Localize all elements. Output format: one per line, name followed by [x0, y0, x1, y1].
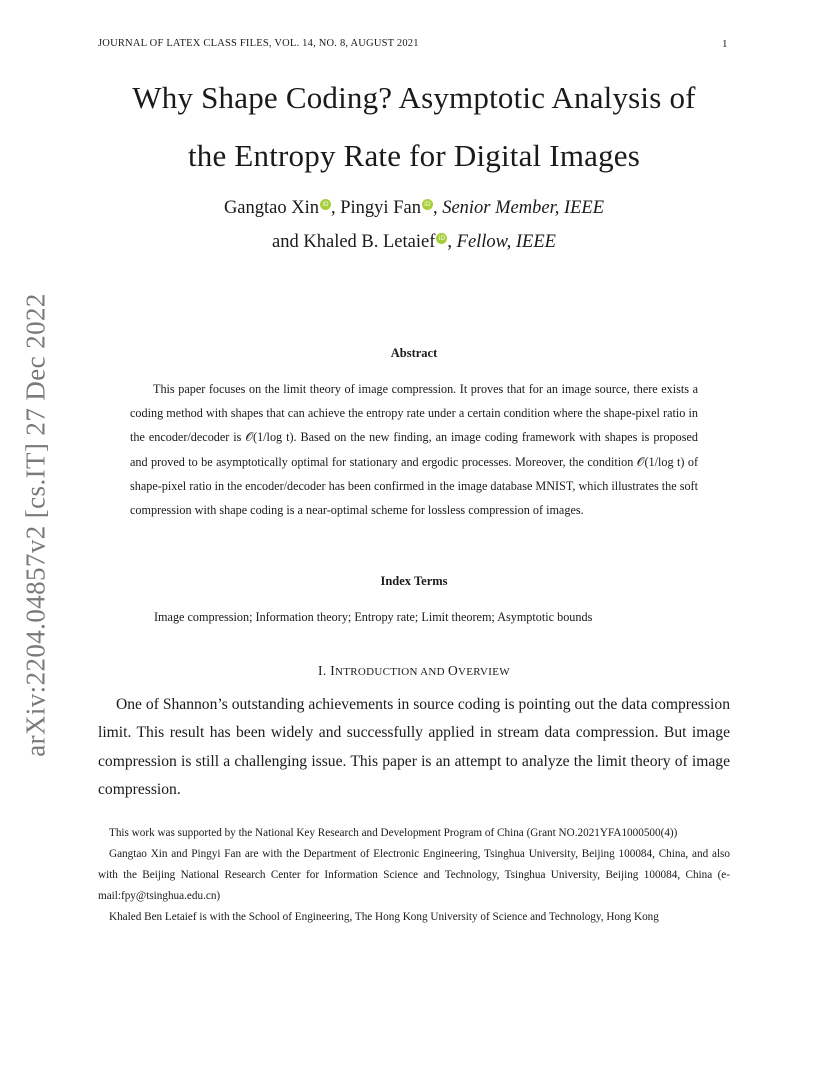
footnotes: [98, 823, 730, 928]
abstract-heading: Abstract: [390, 346, 438, 360]
index-terms-text: Image compression; Information theory; Entropy rate; Limit theorem; Asymptotic bounds: [154, 610, 593, 624]
authors-line-2: and Khaled B. Letaief iD , Fellow, IEEE: [272, 232, 556, 252]
author-block: [60, 191, 768, 259]
page-number: 1: [722, 38, 728, 50]
orcid-icon[interactable]: iD: [422, 199, 433, 210]
running-header: JOURNAL OF LATEX CLASS FILES, VOL. 14, NO. 8, AUGUST 2021: [98, 38, 419, 49]
title-line-2: the Entropy Rate for Digital Images: [187, 138, 641, 173]
section-title-initial: O: [447, 663, 459, 678]
title-line-1: Why Shape Coding? Asymptotic Analysis of: [132, 80, 696, 115]
index-terms-heading: Index Terms: [380, 574, 448, 588]
arxiv-identifier: arXiv:2204.04857v2 [cs.IT] 27 Dec 2022: [20, 293, 51, 757]
orcid-icon[interactable]: iD: [436, 233, 447, 244]
paper-title: [60, 69, 768, 185]
footnote-affiliation: Gangtao Xin and Pingyi Fan are with the Department of Electronic Engineering, Tsinghua University, Beijing 100084, China, and also with the Beijing National Research Center for Information Science and Technology, Tsinghua University, Beijing 100084, China (e-mail:fpy@tsinghua.edu.cn): [98, 848, 730, 902]
author-role: Senior Member, IEEE: [442, 198, 605, 218]
section-title-rest: NTRODUCTION AND: [335, 666, 448, 678]
author-role: Fellow, IEEE: [456, 232, 556, 252]
footnote-funding: This work was supported by the National Key Research and Development Program of China (Grant NO.2021YFA1000500(4)): [109, 827, 678, 839]
orcid-icon[interactable]: iD: [320, 199, 331, 210]
section-title-initial: I: [330, 663, 335, 678]
section-number: I.: [318, 663, 327, 678]
intro-paragraph: One of Shannon’s outstanding achievements in source coding is pointing out the data compression limit. This result has been widely and successfully applied in stream data compression. But image compression is still a challenging issue. This paper is an attempt to analyze the limit theory of image compression.: [98, 696, 730, 798]
section-title-rest: VERVIEW: [458, 666, 510, 678]
author-name: and Khaled B. Letaief: [272, 232, 436, 252]
author-name: Gangtao Xin: [223, 198, 319, 218]
abstract-text: This paper focuses on the limit theory of image compression. It proves that for an image source, there exists a coding method with shapes that can achieve the entropy rate under a certain condition where the shape-pixel ratio in the encoder/decoder is 𝒪(1/log t). Based on the new finding, an image coding framework with shapes is proposed and proved to be asymptotically optimal for stationary and ergodic processes. Moreover, the condition 𝒪(1/log t) of shape-pixel ratio in the encoder/decoder has been confirmed in the image database MNIST, which illustrates the soft compression with shape coding is a near-optimal scheme for lossless compression of images.: [130, 382, 698, 518]
footnote-affiliation: Khaled Ben Letaief is with the School of Engineering, The Hong Kong University of Science and Technology, Hong Kong: [109, 911, 659, 923]
author-name: Pingyi Fan: [340, 198, 421, 218]
section-heading: [60, 663, 768, 679]
authors-line-1: Gangtao Xin iD , Pingyi Fan iD , Senior Member, IEEE: [223, 198, 605, 218]
